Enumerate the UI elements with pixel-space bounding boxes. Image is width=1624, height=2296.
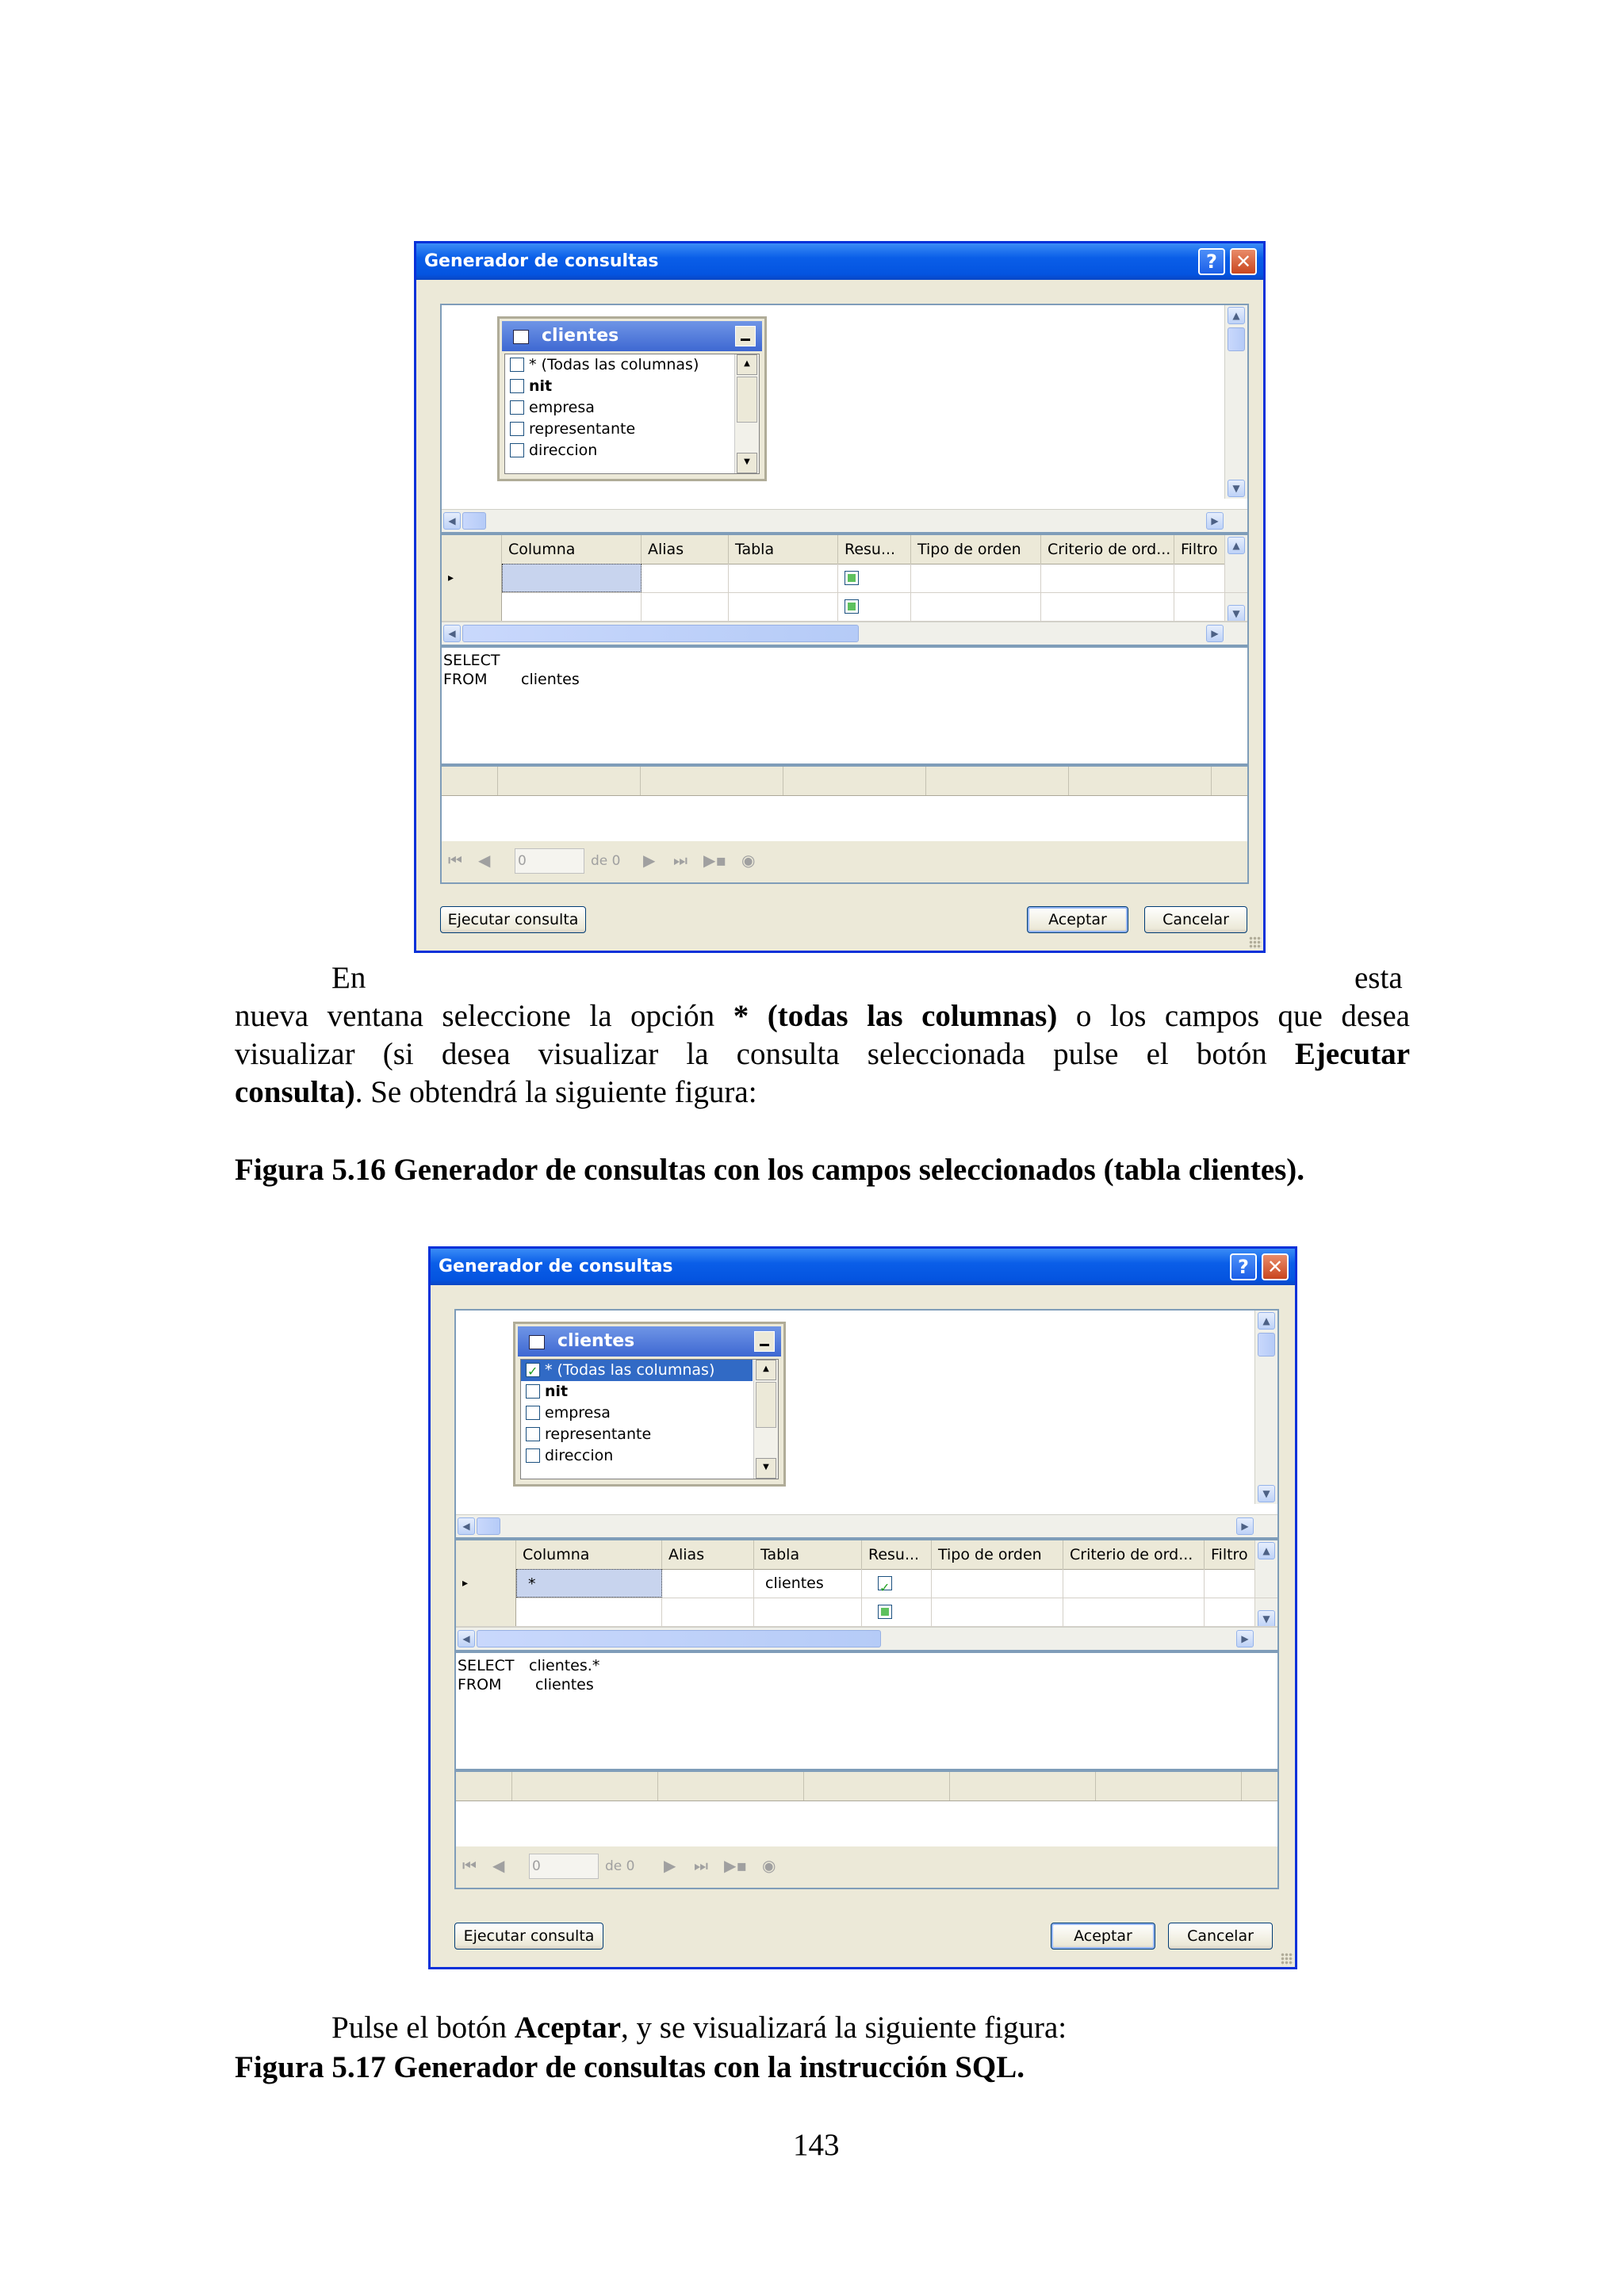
sql-select-value: clientes.* xyxy=(529,1657,600,1674)
column-label: direccion xyxy=(529,442,598,459)
scroll-left-icon[interactable]: ◀ xyxy=(443,625,461,642)
column-list[interactable] xyxy=(520,1359,779,1479)
results-column xyxy=(925,767,926,795)
paragraph-line-3 xyxy=(235,1035,1410,1073)
accept-button[interactable]: Aceptar xyxy=(1027,906,1128,933)
column-label: * (Todas las columnas) xyxy=(545,1361,715,1379)
first-record-icon[interactable]: ⏮ xyxy=(462,1856,477,1875)
column-checkbox[interactable] xyxy=(526,1363,540,1377)
results-column xyxy=(511,1772,512,1800)
new-record-icon[interactable]: ▶▪ xyxy=(724,1856,747,1875)
record-navigator xyxy=(442,841,1247,882)
resize-grip-icon[interactable] xyxy=(1249,936,1262,949)
new-record-icon[interactable]: ▶▪ xyxy=(703,851,726,870)
table-box-clientes[interactable] xyxy=(513,1322,786,1487)
record-count-label: de 0 xyxy=(591,853,621,869)
column-list-item[interactable] xyxy=(505,354,733,376)
scroll-thumb[interactable] xyxy=(756,1382,776,1428)
dialog-titlebar xyxy=(416,243,1263,280)
page-number xyxy=(793,2126,840,2164)
record-navigator xyxy=(456,1846,1277,1888)
grid-cell[interactable] xyxy=(729,564,838,592)
word-en: En xyxy=(331,961,366,995)
dialog-titlebar xyxy=(431,1249,1295,1285)
table-name: clientes xyxy=(557,1331,635,1351)
column-checkbox[interactable] xyxy=(510,422,524,436)
table-box-title[interactable] xyxy=(502,321,762,351)
paragraph-line-en xyxy=(331,959,366,997)
grid-cell[interactable] xyxy=(642,564,729,592)
caption-text: Figura 5.17 Generador de consultas con la instrucción SQL. xyxy=(235,2050,1025,2084)
column-list-item[interactable] xyxy=(505,419,733,440)
grid-header-cell[interactable]: Columna xyxy=(516,1540,662,1569)
scroll-thumb[interactable] xyxy=(477,1630,881,1647)
grid-cell[interactable] xyxy=(662,1569,754,1598)
previous-record-icon[interactable]: ◀ xyxy=(492,1856,505,1875)
scroll-down-icon[interactable]: ▼ xyxy=(756,1458,776,1479)
diagram-vscrollbar[interactable] xyxy=(1254,1311,1277,1504)
scroll-down-icon[interactable]: ▼ xyxy=(1228,605,1245,622)
column-list-item[interactable] xyxy=(505,440,733,461)
diagram-hscrollbar[interactable] xyxy=(442,509,1247,532)
table-box-clientes[interactable] xyxy=(497,316,767,481)
column-checkbox[interactable] xyxy=(526,1427,540,1441)
text-run: . Se obtendrá la siguiente figura: xyxy=(354,1075,757,1109)
results-column xyxy=(1241,1772,1242,1800)
scroll-thumb[interactable] xyxy=(1258,1333,1275,1357)
page-number-text: 143 xyxy=(793,2128,840,2162)
scroll-thumb[interactable] xyxy=(462,512,486,530)
grid-header xyxy=(442,535,1247,564)
scroll-thumb[interactable] xyxy=(462,625,859,642)
grid-cell[interactable] xyxy=(754,1598,862,1626)
sql-select-keyword: SELECT xyxy=(458,1657,515,1674)
grid-corner xyxy=(456,1540,516,1569)
close-button[interactable]: ✕ xyxy=(1262,1253,1289,1280)
row-selector[interactable] xyxy=(442,592,502,621)
column-checkbox[interactable] xyxy=(510,379,524,393)
grid-cell[interactable] xyxy=(662,1598,754,1626)
column-label: nit xyxy=(545,1383,569,1400)
grid-header-cell[interactable]: Tabla xyxy=(754,1540,862,1569)
diagram-hscrollbar[interactable] xyxy=(456,1514,1277,1537)
column-checkbox[interactable] xyxy=(510,400,524,415)
sql-from-value: clientes xyxy=(535,1676,594,1693)
text-run: o los campos que desea xyxy=(1057,999,1410,1033)
bold-run: * (todas las columnas) xyxy=(733,999,1058,1033)
grid-header-cell[interactable]: Tabla xyxy=(729,535,838,564)
help-button[interactable]: ? xyxy=(1230,1253,1257,1280)
table-box-title[interactable] xyxy=(518,1326,781,1357)
paragraph-2 xyxy=(331,2009,1067,2047)
grid-header-cell[interactable]: Resu... xyxy=(862,1540,932,1569)
minimize-icon[interactable] xyxy=(754,1331,775,1352)
output-checkbox[interactable] xyxy=(845,599,859,614)
minimize-icon[interactable] xyxy=(735,326,756,346)
grid-cell[interactable] xyxy=(1174,592,1225,621)
grid-header-cell[interactable]: Alias xyxy=(642,535,729,564)
scroll-left-icon[interactable]: ◀ xyxy=(458,1630,475,1647)
results-pane[interactable] xyxy=(454,1770,1279,1889)
figure-5-16-caption xyxy=(235,1151,1304,1189)
text-run: Pulse el botón xyxy=(331,2011,515,2045)
last-record-icon[interactable]: ⏭ xyxy=(694,1856,708,1875)
next-record-icon[interactable]: ▶ xyxy=(643,851,656,870)
grid-row[interactable] xyxy=(456,1598,1277,1627)
results-column xyxy=(949,1772,950,1800)
stop-icon[interactable]: ◉ xyxy=(762,1856,776,1875)
column-list[interactable] xyxy=(504,354,760,474)
column-list-item[interactable] xyxy=(521,1445,753,1467)
query-builder-dialog-1 xyxy=(414,241,1266,953)
table-name: clientes xyxy=(542,326,619,346)
grid-cell[interactable] xyxy=(932,1569,1063,1598)
grid-cell[interactable] xyxy=(502,564,642,592)
sql-from-keyword: FROM xyxy=(458,1676,502,1693)
column-list-item[interactable] xyxy=(521,1402,753,1424)
scroll-up-icon[interactable]: ▲ xyxy=(1228,537,1245,554)
column-list-scrollbar[interactable] xyxy=(753,1360,778,1479)
grid-cell[interactable] xyxy=(911,564,1041,592)
column-list-scrollbar[interactable] xyxy=(734,354,759,473)
column-label: representante xyxy=(529,420,636,438)
output-checkbox[interactable] xyxy=(878,1605,892,1619)
grid-header-cell[interactable]: Columna xyxy=(502,535,642,564)
scroll-right-icon[interactable]: ▶ xyxy=(1236,1517,1254,1535)
scroll-thumb[interactable] xyxy=(1228,327,1245,351)
results-column xyxy=(1095,1772,1096,1800)
paragraph-line-esta xyxy=(1354,959,1403,997)
grid-hscrollbar[interactable] xyxy=(456,1627,1277,1650)
paragraph-line-2 xyxy=(235,997,1410,1035)
results-column xyxy=(1068,767,1069,795)
execute-query-button[interactable]: Ejecutar consulta xyxy=(440,906,586,933)
grid-corner xyxy=(442,535,502,564)
column-checkbox[interactable] xyxy=(526,1448,540,1463)
grid-header-cell[interactable]: Resu... xyxy=(838,535,911,564)
column-list-item[interactable] xyxy=(521,1381,753,1402)
bold-run: consulta) xyxy=(235,1075,355,1109)
record-position-input[interactable]: 0 xyxy=(515,848,584,874)
scroll-down-icon[interactable]: ▼ xyxy=(737,453,757,473)
scroll-up-icon[interactable]: ▲ xyxy=(1258,1312,1275,1330)
dialog-title: Generador de consultas xyxy=(439,1257,673,1276)
column-label: * (Todas las columnas) xyxy=(529,356,699,373)
scroll-left-icon[interactable]: ◀ xyxy=(443,512,461,530)
word-esta: esta xyxy=(1354,961,1403,995)
grid-cell[interactable]: * xyxy=(516,1569,662,1598)
sql-from-value: clientes xyxy=(521,671,580,688)
grid-header-cell[interactable]: Criterio de ord... xyxy=(1063,1540,1205,1569)
query-builder-dialog-2 xyxy=(428,1246,1297,1969)
results-header xyxy=(442,767,1247,796)
scroll-up-icon[interactable]: ▲ xyxy=(1228,307,1245,324)
cancel-button[interactable]: Cancelar xyxy=(1144,906,1247,933)
last-record-icon[interactable]: ⏭ xyxy=(673,851,688,870)
diagram-vscrollbar[interactable] xyxy=(1224,305,1247,499)
scroll-down-icon[interactable]: ▼ xyxy=(1228,480,1245,497)
scroll-right-icon[interactable]: ▶ xyxy=(1206,625,1224,642)
column-label: empresa xyxy=(529,399,595,416)
output-checkbox[interactable] xyxy=(878,1576,892,1590)
resize-grip-icon[interactable] xyxy=(1281,1953,1293,1965)
record-count-label: de 0 xyxy=(605,1858,635,1874)
grid-cell[interactable] xyxy=(1205,1598,1255,1626)
column-list-item[interactable] xyxy=(521,1360,753,1381)
grid-cell[interactable]: clientes xyxy=(754,1569,862,1598)
dialog-title: Generador de consultas xyxy=(424,251,659,271)
sql-pane[interactable] xyxy=(440,646,1249,765)
criteria-grid[interactable] xyxy=(440,534,1249,646)
column-label: direccion xyxy=(545,1447,614,1464)
grid-hscrollbar[interactable] xyxy=(442,622,1247,645)
close-button[interactable]: ✕ xyxy=(1230,248,1257,275)
row-selector[interactable] xyxy=(456,1598,516,1626)
record-position-input[interactable]: 0 xyxy=(529,1854,599,1879)
results-column xyxy=(1211,767,1212,795)
help-button[interactable]: ? xyxy=(1198,248,1225,275)
first-record-icon[interactable]: ⏮ xyxy=(448,851,462,870)
grid-cell[interactable] xyxy=(1063,1598,1205,1626)
table-icon xyxy=(529,1335,545,1349)
results-column xyxy=(497,767,498,795)
grid-header-cell[interactable]: Tipo de orden xyxy=(932,1540,1063,1569)
grid-cell[interactable] xyxy=(862,1569,932,1598)
cancel-button[interactable]: Cancelar xyxy=(1168,1923,1273,1950)
criteria-grid[interactable] xyxy=(454,1539,1279,1651)
stop-icon[interactable]: ◉ xyxy=(741,851,756,870)
grid-cell[interactable] xyxy=(1063,1569,1205,1598)
scroll-up-icon[interactable]: ▲ xyxy=(737,354,757,375)
output-checkbox[interactable] xyxy=(845,571,859,585)
next-record-icon[interactable]: ▶ xyxy=(664,1856,676,1875)
grid-cell[interactable] xyxy=(1205,1569,1255,1598)
diagram-pane[interactable] xyxy=(440,304,1249,534)
grid-row[interactable] xyxy=(456,1569,1277,1598)
grid-cell[interactable] xyxy=(1041,564,1174,592)
grid-header-cell[interactable]: Criterio de ord... xyxy=(1041,535,1174,564)
column-label: representante xyxy=(545,1425,652,1443)
row-selector[interactable]: ▸ xyxy=(442,564,502,592)
scroll-up-icon[interactable]: ▲ xyxy=(1258,1542,1275,1559)
scroll-thumb[interactable] xyxy=(477,1517,500,1535)
text-run: visualizar (si desea visualizar la consulta seleccionada pulse el botón xyxy=(235,1037,1295,1071)
sql-from-keyword: FROM xyxy=(443,671,488,688)
caption-text: Figura 5.16 Generador de consultas con los campos seleccionados (tabla clientes). xyxy=(235,1153,1305,1187)
previous-record-icon[interactable]: ◀ xyxy=(478,851,491,870)
bold-run: Aceptar xyxy=(514,2011,622,2045)
column-checkbox[interactable] xyxy=(526,1406,540,1420)
accept-button[interactable]: Aceptar xyxy=(1051,1923,1155,1950)
column-label: empresa xyxy=(545,1404,611,1422)
grid-header xyxy=(456,1540,1277,1570)
sql-pane[interactable] xyxy=(454,1651,1279,1770)
paragraph-line-4 xyxy=(235,1073,757,1112)
figure-5-17-caption xyxy=(235,2049,1025,2087)
results-column xyxy=(657,1772,658,1800)
grid-row[interactable] xyxy=(442,564,1247,593)
grid-row[interactable] xyxy=(442,592,1247,622)
results-column xyxy=(803,1772,804,1800)
results-pane[interactable] xyxy=(440,765,1249,884)
scroll-thumb[interactable] xyxy=(737,377,757,423)
grid-cell[interactable] xyxy=(502,592,642,621)
grid-cell[interactable] xyxy=(862,1598,932,1626)
results-header xyxy=(456,1772,1277,1801)
results-column xyxy=(640,767,641,795)
diagram-pane[interactable] xyxy=(454,1309,1279,1539)
scroll-up-icon[interactable]: ▲ xyxy=(756,1360,776,1380)
column-checkbox[interactable] xyxy=(526,1384,540,1399)
execute-query-button[interactable]: Ejecutar consulta xyxy=(454,1923,603,1950)
scroll-down-icon[interactable]: ▼ xyxy=(1258,1485,1275,1502)
table-icon xyxy=(513,330,529,344)
column-checkbox[interactable] xyxy=(510,358,524,372)
text-run: , y se visualizará la siguiente figura: xyxy=(621,2011,1067,2045)
column-list-item[interactable] xyxy=(505,376,733,397)
scroll-right-icon[interactable]: ▶ xyxy=(1206,512,1224,530)
column-checkbox[interactable] xyxy=(510,443,524,457)
grid-cell[interactable] xyxy=(911,592,1041,621)
grid-cell[interactable] xyxy=(516,1598,662,1626)
column-label: nit xyxy=(529,377,553,395)
column-list-item[interactable] xyxy=(521,1424,753,1445)
grid-header-cell[interactable]: Tipo de orden xyxy=(911,535,1041,564)
grid-header-cell[interactable]: Filtro xyxy=(1205,1540,1255,1569)
scroll-down-icon[interactable]: ▼ xyxy=(1258,1610,1275,1628)
bold-run: Ejecutar xyxy=(1294,1037,1410,1071)
grid-cell[interactable] xyxy=(1174,564,1225,592)
grid-cell[interactable] xyxy=(932,1598,1063,1626)
grid-header-cell[interactable]: Alias xyxy=(662,1540,754,1569)
grid-cell[interactable] xyxy=(729,592,838,621)
column-list-item[interactable] xyxy=(505,397,733,419)
grid-header-cell[interactable]: Filtro xyxy=(1174,535,1225,564)
grid-cell[interactable] xyxy=(1041,592,1174,621)
grid-cell[interactable] xyxy=(838,592,911,621)
scroll-left-icon[interactable]: ◀ xyxy=(458,1517,475,1535)
grid-cell[interactable] xyxy=(838,564,911,592)
row-selector[interactable]: ▸ xyxy=(456,1569,516,1598)
text-run: nueva ventana seleccione la opción xyxy=(235,999,733,1033)
sql-select-keyword: SELECT xyxy=(443,652,500,669)
grid-cell[interactable] xyxy=(642,592,729,621)
scroll-right-icon[interactable]: ▶ xyxy=(1236,1630,1254,1647)
